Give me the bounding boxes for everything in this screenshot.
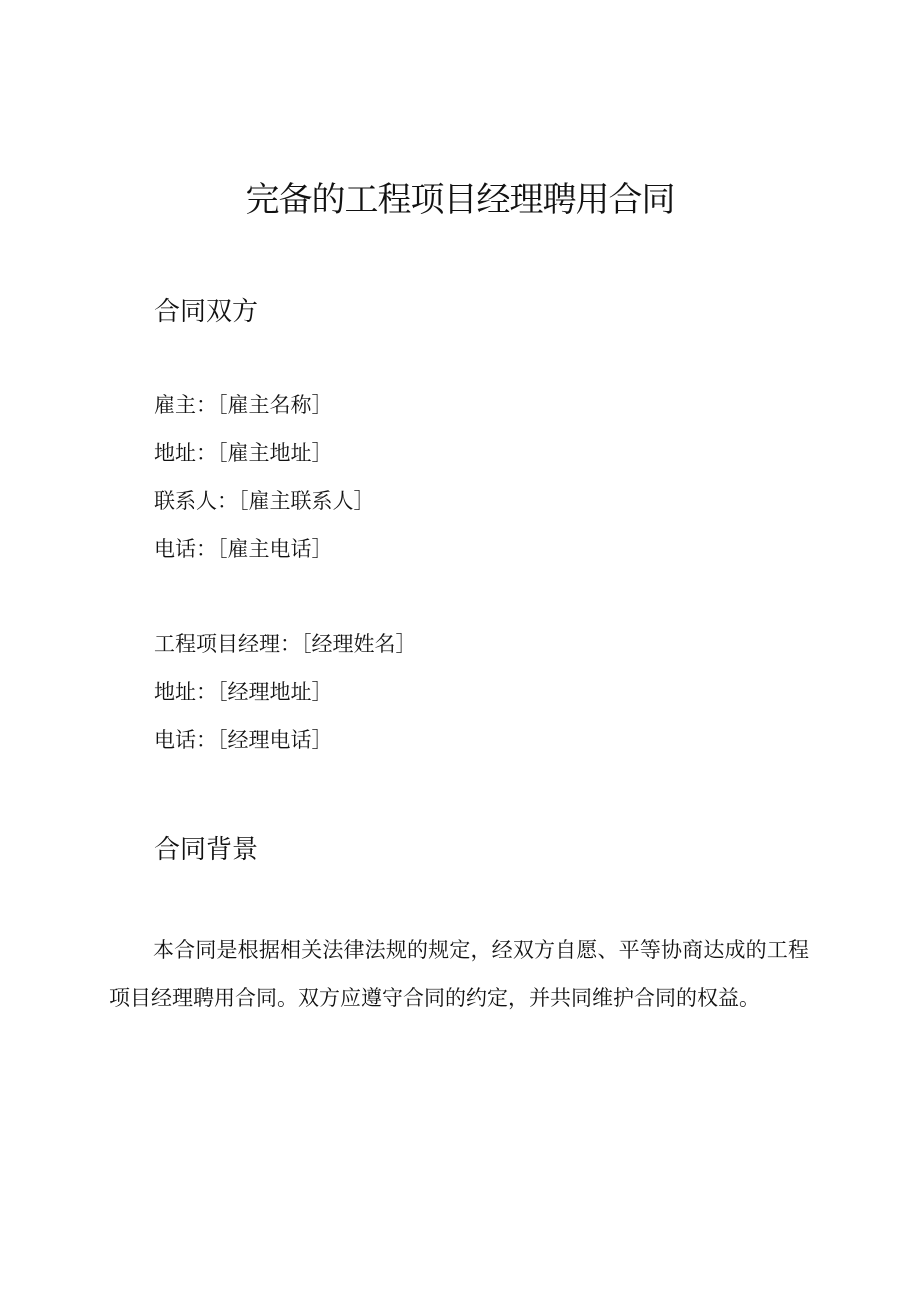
employer-phone-line: 电话：［雇主电话］ [154, 537, 333, 561]
document-title: 完备的工程项目经理聘用合同 [245, 180, 675, 220]
background-paragraph: 本合同是根据相关法律法规的规定，经双方自愿、平等协商达成的工程项目经理聘用合同。双方应遵守合同的约定，并共同维护合同的权益。 [109, 938, 809, 1010]
section-heading-background: 合同背景 [154, 835, 259, 865]
manager-phone-line: 电话：［经理电话］ [154, 728, 333, 752]
manager-name-line: 工程项目经理：［经理姓名］ [154, 632, 417, 656]
employer-contact-line: 联系人：［雇主联系人］ [154, 489, 375, 513]
section-heading-parties: 合同双方 [154, 297, 259, 327]
employer-address-line: 地址：［雇主地址］ [154, 441, 333, 465]
manager-address-line: 地址：［经理地址］ [154, 680, 333, 704]
employer-name-line: 雇主：［雇主名称］ [154, 393, 333, 417]
